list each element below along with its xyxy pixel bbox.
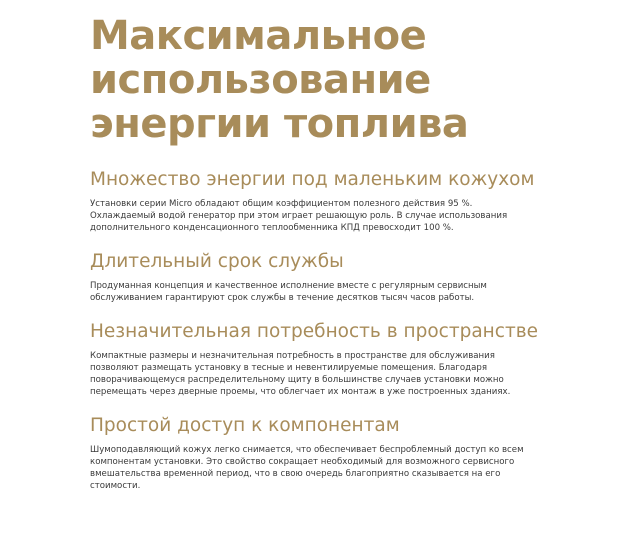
section-paragraph: Установки серии Micro обладают общим коэффициентом полезного действия 95 %. Охлаждаемый водой генератор при этом играет решающую роль. В случае использования дополнительного конденсационного теплообменника КПД превосходит 100 %.	[90, 199, 508, 233]
page-title-line-1: Максимальное	[90, 13, 427, 59]
section-paragraph: Продуманная концепция и качественное исполнение вместе с регулярным сервисным обслуживанием гарантируют срок службы в течение десятков тысяч часов работы.	[90, 281, 487, 303]
section-heading: Множество энергии под маленьким кожухом	[90, 169, 535, 190]
document-page	[90, 13, 539, 508]
section-space	[90, 320, 539, 398]
section-paragraph: Компактные размеры и незначительная потребность в пространстве для обслуживания позволяют размещать установку в тесные и невентилируемые помещения. Благодаря поворачивающемуся распределительному щиту в большинстве случаев установки можно перемещать через дверные проемы, что облегчает их монтаж в уже построенных зданиях.	[90, 351, 511, 397]
section-access	[90, 414, 530, 492]
section-energy	[90, 168, 535, 234]
page-title-line-2: использование	[90, 57, 431, 103]
section-paragraph: Шумоподавляющий кожух легко снимается, что обеспечивает беспроблемный доступ ко всем компонентам установки. Это свойство сокращает необходимый для возможного сервисного вмешательства временной период, что в свою очередь благоприятно сказывается на его стоимости.	[90, 445, 524, 491]
section-heading: Простой доступ к компонентам	[90, 415, 400, 436]
section-heading: Длительный срок службы	[90, 251, 344, 272]
section-heading: Незначительная потребность в пространстве	[90, 321, 539, 342]
page-title	[90, 14, 530, 146]
section-service-life	[90, 250, 530, 304]
page-title-line-3: энергии топлива	[90, 101, 469, 147]
